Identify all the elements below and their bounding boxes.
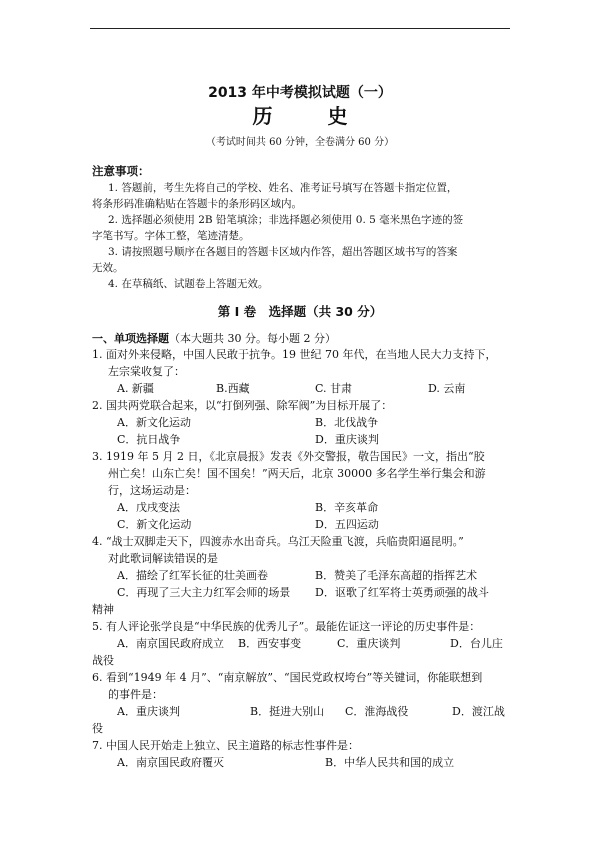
- option: D．讴歌了红军将士英勇顽强的战斗: [315, 586, 489, 599]
- option: C．抗日战争: [117, 433, 181, 446]
- question-stem: 7. 中国人民开始走上独立、民主道路的标志性事件是：: [92, 739, 359, 752]
- header-rule: [90, 28, 510, 29]
- option: C．新文化运动: [117, 518, 192, 531]
- note-line: 将条形码准确粘贴在答题卡的条形码区域内。: [92, 198, 302, 210]
- note-item: [92, 244, 512, 276]
- option-continuation: 役: [92, 722, 103, 735]
- section-heading: [92, 330, 336, 346]
- option: C．重庆谈判: [337, 637, 401, 650]
- option: B.西藏: [216, 382, 250, 395]
- option-continuation: 精神: [92, 603, 114, 616]
- question-stem: 州亡矣！山东亡矣！国不国矣！”两天后，北京 30000 多名学生举行集会和游: [108, 467, 486, 480]
- question-stem: 4. “战士双脚走天下，四渡赤水出奇兵。乌江天险重飞渡，兵临贵阳逼昆明。”: [92, 535, 464, 548]
- option: A. 新疆: [117, 382, 154, 395]
- part-heading: 第 Ⅰ 卷 选择题（共 30 分）: [217, 304, 383, 319]
- question-stem: 左宗棠收复了：: [108, 365, 185, 378]
- section-title: 一、单项选择题: [92, 332, 169, 345]
- option: A．南京国民政府覆灭: [117, 756, 224, 769]
- note-line: 无效。: [92, 262, 124, 274]
- option: A．南京国民政府成立: [117, 637, 224, 650]
- option: D．渡江战: [452, 705, 505, 718]
- question-stem: 行，这场运动是：: [108, 484, 196, 497]
- option: A．重庆谈判: [117, 705, 180, 718]
- note-line: 2. 选择题必须使用 2B 铅笔填涂；非选择题必须使用 0. 5 毫米黑色字迹的签: [108, 214, 464, 226]
- question-stem: 3. 1919 年 5 月 2 日，《北京晨报》发表《外交警报，敬告国民》一文，指出“胶: [92, 450, 485, 463]
- question-stem: 2. 国共两党联合起来，以“打倒列强、除军阀”为目标开展了：: [92, 399, 393, 412]
- note-item: [92, 180, 512, 212]
- option: B．北伐战争: [315, 416, 379, 429]
- option: A．描绘了红军长征的壮美画卷: [117, 569, 268, 582]
- option: D. 云南: [428, 382, 466, 395]
- option: C. 甘肃: [315, 382, 353, 395]
- question-stem: 1. 面对外来侵略，中国人民敢于抗争。19 世纪 70 年代，在当地人民大力支持下，: [92, 348, 497, 361]
- option: C．淮海战役: [345, 705, 409, 718]
- note-item: [92, 212, 512, 244]
- option: B．赞美了毛泽东高超的指挥艺术: [315, 569, 478, 582]
- option: A．戊戌变法: [117, 501, 180, 514]
- section-note: （本大题共 30 分。每小题 2 分）: [169, 332, 336, 345]
- subject-title: 历 史: [252, 104, 372, 128]
- question-stem: 5. 有人评论张学良是“中华民族的优秀儿子”。最能佐证这一评论的历史事件是：: [92, 620, 481, 633]
- option-continuation: 战役: [92, 654, 114, 667]
- question-stem: 的事件是：: [108, 688, 163, 701]
- option: A．新文化运动: [117, 416, 191, 429]
- note-line: 4. 在草稿纸、试题卷上答题无效。: [108, 278, 269, 290]
- note-line: 3. 请按照题号顺序在各题目的答题卡区域内作答，超出答题区域书写的答案: [108, 246, 458, 258]
- option: C．再现了三大主力红军会师的场景: [117, 586, 291, 599]
- question-stem: 对此歌词解读错误的是: [108, 552, 218, 565]
- option: B．辛亥革命: [315, 501, 379, 514]
- option: B．挺进大别山: [250, 705, 325, 718]
- exam-info: （考试时间共 60 分钟，全卷满分 60 分）: [205, 137, 395, 148]
- note-item: [92, 276, 512, 292]
- notes-heading: 注意事项：: [92, 164, 150, 178]
- exam-title: 2013 年中考模拟试题（一）: [208, 85, 392, 101]
- option: D．重庆谈判: [315, 433, 379, 446]
- note-line: 1. 答题前，考生先将自己的学校、姓名、准考证号填写在答题卡指定位置，: [108, 182, 458, 194]
- option: B．中华人民共和国的成立: [325, 756, 455, 769]
- option: D．五四运动: [315, 518, 379, 531]
- note-line: 字笔书写。字体工整，笔迹清楚。: [92, 230, 250, 242]
- option: D．台儿庄: [450, 637, 503, 650]
- option: B．西安事变: [238, 637, 302, 650]
- question-stem: 6. 看到“1949 年 4 月”、“南京解放”、“国民党政权垮台”等关键词，你能联想到: [92, 671, 483, 684]
